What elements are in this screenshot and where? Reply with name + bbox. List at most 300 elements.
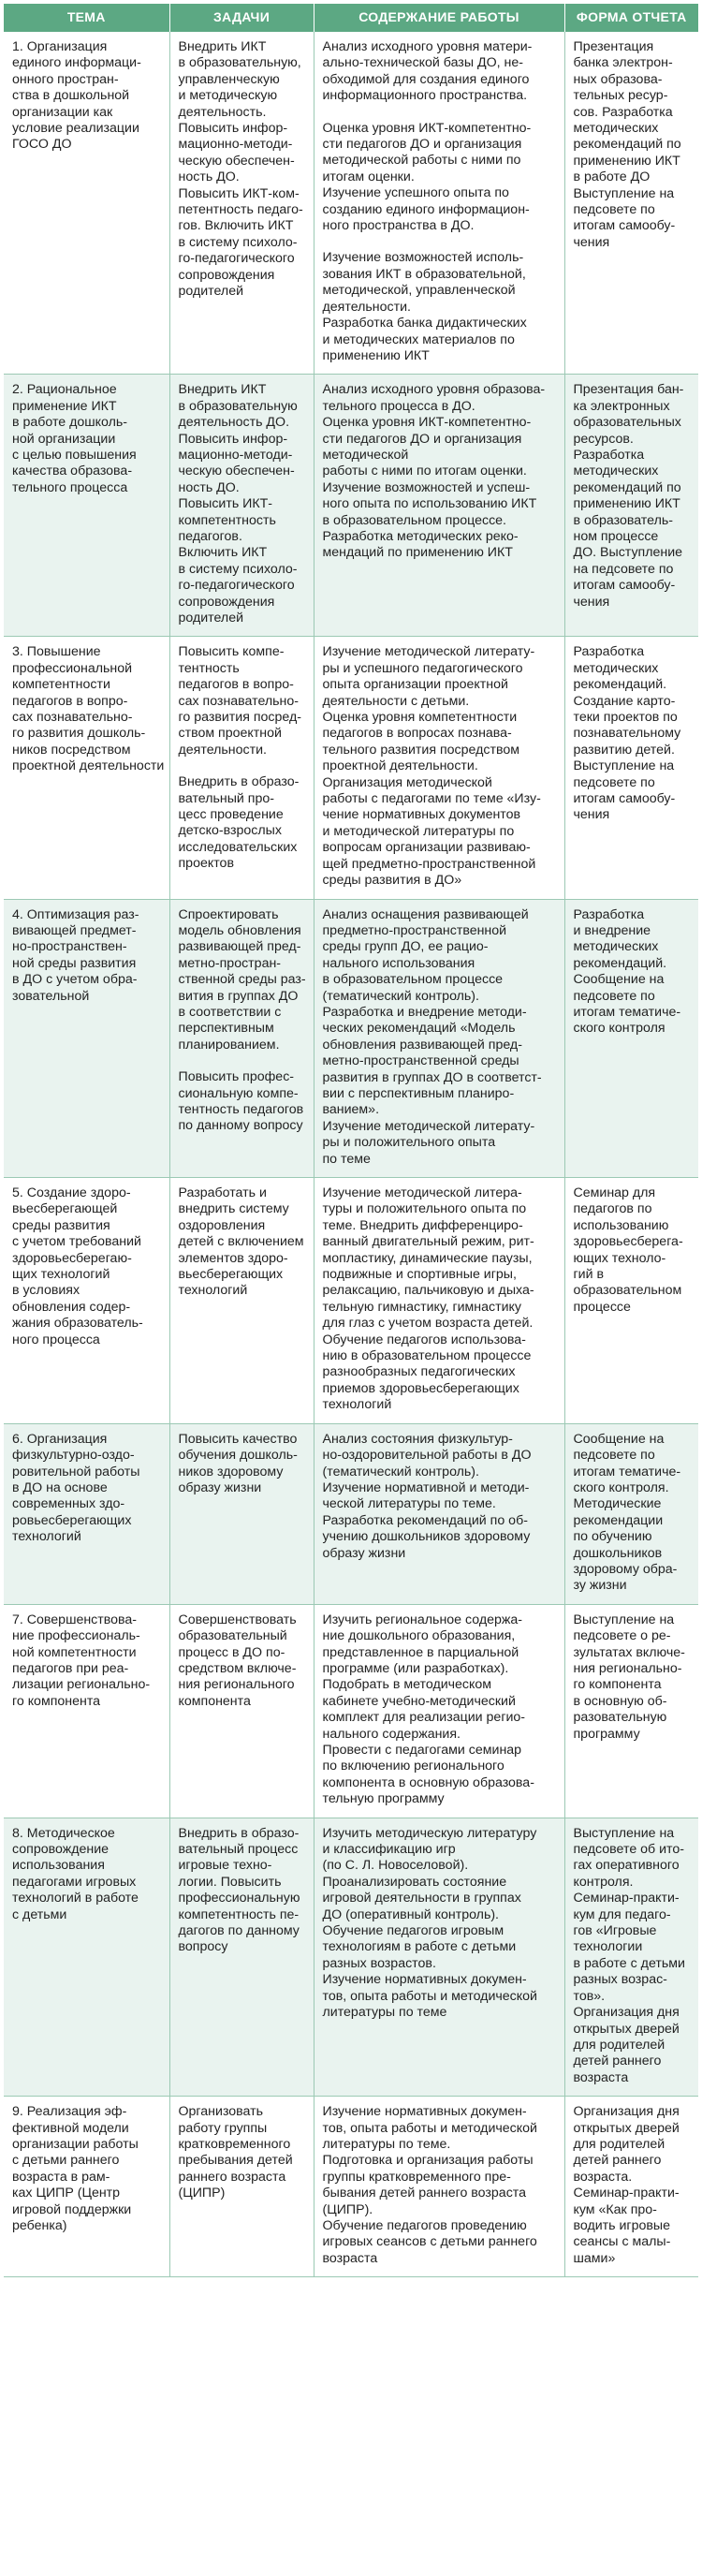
- cell-line: ние профессиональ-: [12, 1628, 140, 1644]
- cell-line: программу: [573, 1726, 640, 1742]
- cell-line: петентность педаго-: [178, 202, 303, 218]
- cell-line: возраста: [322, 2250, 378, 2266]
- cell-line: ников посредством: [12, 742, 131, 758]
- cell-line: работы с ними по итогам оценки.: [322, 464, 527, 479]
- cell-line: Разработка: [573, 644, 645, 660]
- cell-zadachi: [169, 2097, 314, 2277]
- cell-line: Изучение нормативных докумен-: [322, 1972, 527, 1988]
- cell-line: мационно-методи-: [178, 447, 293, 463]
- cell-line: детско-взрослых: [178, 823, 282, 839]
- cell-zadachi: [169, 1423, 314, 1604]
- cell-line: итогам самообу-: [573, 791, 676, 807]
- cell-line: ка электронных: [573, 398, 670, 414]
- cell-line: Изучение методической литерату-: [322, 1118, 535, 1134]
- cell-line: процесс в ДО по-: [178, 1644, 285, 1660]
- cell-line: кратковременного: [178, 2136, 291, 2152]
- cell-line: в образователь-: [573, 512, 673, 528]
- cell-line: образу жизни: [322, 1545, 406, 1561]
- cell-line: но-оздоровительной работы в ДО: [322, 1448, 532, 1464]
- cell-line: Совершенствовать: [178, 1612, 297, 1627]
- cell-line: в основную об-: [573, 1693, 667, 1709]
- cell-line: родителей: [178, 284, 244, 300]
- cell-line: модель обновления: [178, 922, 301, 938]
- cell-line: развитию детей.: [573, 742, 675, 758]
- cell-tema: [4, 1604, 169, 1818]
- cell-line: гах оперативного: [573, 1858, 680, 1874]
- cell-line: проектной деятельности: [12, 758, 165, 774]
- cell-line: Выступление на: [573, 1825, 675, 1841]
- cell-line: технологий: [322, 1397, 392, 1413]
- cell-line: Внедрить в образо-: [178, 774, 300, 790]
- cell-line: предметно-пространственной: [322, 922, 507, 938]
- cell-line: развития в группах ДО в соответст-: [322, 1069, 542, 1085]
- cell-line: ность ДО.: [178, 479, 240, 495]
- cell-line: ность ДО.: [178, 169, 240, 185]
- cell-line: ства в дошкольной: [12, 88, 130, 104]
- cell-line: применение ИКТ: [12, 398, 117, 414]
- cell-forma: [564, 1604, 698, 1818]
- cell-line: педсовете по: [573, 774, 655, 790]
- cell-line: открытых дверей: [573, 2021, 680, 2037]
- cell-line: образовательном: [573, 1283, 682, 1299]
- cell-line: в работе с детьми: [573, 1955, 685, 1971]
- cell-line: Изучение методической литерату-: [322, 644, 535, 660]
- cell-line: 1. Организация: [12, 39, 108, 54]
- cell-line: в систему психоло-: [178, 561, 298, 577]
- cell-line: Повысить профес-: [178, 1069, 295, 1085]
- cell-line: Внедрить в образо-: [178, 1825, 300, 1841]
- cell-line: но-пространствен-: [12, 939, 127, 955]
- cell-line: литературы по теме.: [322, 2136, 451, 2152]
- cell-line: го компонента: [12, 1693, 101, 1709]
- cell-line: Внедрить ИКТ: [178, 382, 267, 398]
- cell-line: в систему психоло-: [178, 234, 298, 250]
- cell-line: (тематический контроль).: [322, 1464, 479, 1479]
- cell-forma: [564, 899, 698, 1178]
- cell-line: 8. Методическое: [12, 1825, 115, 1841]
- cell-line: Сообщение на: [573, 1431, 665, 1447]
- cell-line: ГОСО ДО: [12, 137, 72, 153]
- cell-line: открытых дверей: [573, 2120, 680, 2136]
- cell-line: группы кратковременного пре-: [322, 2169, 511, 2185]
- cell-line: итогам самообу-: [573, 218, 676, 234]
- cell-line: бывания детей раннего возраста: [322, 2186, 527, 2201]
- cell-line: информационного пространства.: [322, 88, 528, 104]
- cell-line: 5. Создание здоро-: [12, 1185, 131, 1200]
- cell-zadachi: [169, 1818, 314, 2097]
- cell-line: чения: [573, 234, 610, 250]
- cell-line: с детьми раннего: [12, 2153, 120, 2169]
- cell-line: Выступление на: [573, 185, 675, 201]
- cell-line: образу жизни: [178, 1479, 262, 1495]
- cell-line: по теме: [322, 1151, 371, 1167]
- cell-line: нального использования: [322, 955, 475, 971]
- cell-line: исследовательских: [178, 839, 298, 855]
- cell-line: тельную гимнастику, гимнастику: [322, 1299, 522, 1315]
- cell-soderzhanie: [314, 637, 564, 899]
- cell-forma: [564, 1818, 698, 2097]
- cell-line: здоровьесберегаю-: [12, 1250, 132, 1266]
- cell-line: ного пространства в ДО.: [322, 218, 475, 234]
- header-zadachi: ЗАДАЧИ: [169, 4, 314, 32]
- cell-line: 6. Организация: [12, 1431, 108, 1447]
- cell-tema: [4, 375, 169, 637]
- cell-line: Выступление на: [573, 1612, 675, 1627]
- cell-line: познавательному: [573, 726, 681, 742]
- cell-line: контроля.: [573, 1874, 634, 1890]
- cell-line: созданию единого информацион-: [322, 201, 530, 217]
- table-header-row: [4, 4, 698, 32]
- cell-zadachi: [169, 32, 314, 375]
- cell-line: чение нормативных документов: [322, 807, 521, 823]
- cell-line: тельную программу: [322, 1791, 445, 1807]
- cell-line: Презентация бан-: [573, 382, 684, 398]
- cell-line: компетентности: [12, 677, 110, 693]
- cell-line: методической: [322, 447, 409, 463]
- cell-soderzhanie: [314, 2097, 564, 2277]
- cell-line: сов. Разработка: [573, 104, 673, 120]
- cell-line: Изучить методическую литературу: [322, 1825, 537, 1841]
- cell-line: в образовательном процессе.: [322, 512, 506, 528]
- cell-line: детей раннего: [573, 2053, 662, 2069]
- cell-line: игровой поддержки: [12, 2201, 132, 2217]
- cell-line: игровой деятельности в группах: [322, 1891, 521, 1906]
- cell-line: Повысить качество: [178, 1431, 298, 1447]
- cell-line: 7. Совершенствова-: [12, 1612, 138, 1627]
- cell-line: ресурсов.: [573, 431, 634, 447]
- cell-line: теки проектов по: [573, 710, 678, 726]
- cell-line: ством проектной: [178, 726, 282, 742]
- cell-forma: [564, 375, 698, 637]
- cell-line: и методическую: [178, 88, 278, 104]
- cell-line: Повысить ИКТ-ком-: [178, 185, 300, 201]
- cell-line: педсовете об ито-: [573, 1842, 684, 1858]
- cell-line: и методических материалов по: [322, 331, 515, 347]
- cell-line: Разработка: [573, 447, 645, 463]
- cell-line: использования: [12, 1858, 105, 1874]
- cell-line: Изучение возможностей исполь-: [322, 250, 524, 266]
- cell-line: в работе ДО: [573, 169, 651, 185]
- cell-line: ского контроля: [573, 1021, 665, 1037]
- cell-soderzhanie: [314, 899, 564, 1178]
- cell-line: Организация дня: [573, 2104, 680, 2120]
- cell-line: ДО (оперативный контроль).: [322, 1906, 499, 1922]
- cell-line: Обучение педагогов проведению: [322, 2217, 527, 2233]
- cell-line: в соответствии с: [178, 1004, 282, 1020]
- cell-line: технологий в работе: [12, 1891, 139, 1906]
- cell-line: фективной модели: [12, 2120, 129, 2136]
- cell-zadachi: [169, 637, 314, 899]
- cell-line: вития в группах ДО: [178, 988, 299, 1004]
- cell-line: методических: [573, 939, 659, 955]
- cell-line: банка электрон-: [573, 55, 673, 71]
- cell-line: цесс проведение: [178, 807, 284, 823]
- cell-line: ников здоровому: [178, 1464, 284, 1479]
- cell-line: использованию: [573, 1217, 669, 1233]
- cell-forma: [564, 637, 698, 899]
- cell-line: сах познавательно-: [178, 693, 299, 709]
- cell-line: технологий: [178, 1283, 248, 1299]
- cell-line: современных здо-: [12, 1496, 125, 1512]
- cell-line: Внедрить ИКТ: [178, 39, 267, 54]
- cell-line: технологий: [12, 1529, 81, 1545]
- cell-line: Сообщение на: [573, 972, 665, 988]
- cell-line: тов, опыта работы и методической: [322, 1988, 537, 2004]
- cell-line: сопровождения: [178, 594, 275, 610]
- cell-line: 2. Рациональное: [12, 382, 117, 398]
- cell-line: Изучение возможностей и успеш-: [322, 479, 531, 495]
- cell-line: по включению регионального: [322, 1759, 505, 1774]
- cell-line: Презентация: [573, 39, 654, 54]
- cell-line: профессиональной: [12, 660, 133, 676]
- cell-line: рекомендации: [573, 1512, 664, 1528]
- cell-line: рекомендаций.: [573, 677, 667, 693]
- cell-line: вопросу: [178, 1939, 228, 1955]
- cell-zadachi: [169, 1178, 314, 1424]
- cell-line: Создание карто-: [573, 693, 676, 709]
- cell-line: Семинар-практи-: [573, 1891, 680, 1906]
- cell-line: щих технологий: [12, 1267, 110, 1283]
- cell-line: педсовете о ре-: [573, 1628, 671, 1644]
- cell-line: обновления содер-: [12, 1299, 131, 1315]
- cell-line: возраста в рам-: [12, 2169, 110, 2185]
- cell-line: и внедрение: [573, 922, 651, 938]
- table-row: [4, 2097, 698, 2277]
- cell-tema: [4, 637, 169, 899]
- cell-line: Изучение успешного опыта по: [322, 185, 509, 201]
- cell-line: Анализ исходного уровня матери-: [322, 39, 533, 54]
- cell-line: Повысить ИКТ-: [178, 496, 273, 512]
- cell-line: качества образова-: [12, 464, 133, 479]
- cell-line: в условиях: [12, 1283, 80, 1299]
- cell-line: го-педагогического: [178, 251, 295, 267]
- cell-line: ры и положительного опыта: [322, 1135, 496, 1151]
- cell-line: Выступление на: [573, 758, 675, 774]
- cell-line: (тематический контроль).: [322, 988, 479, 1004]
- cell-line: для родителей: [573, 2136, 665, 2152]
- cell-line: деятельности с детьми.: [322, 693, 470, 709]
- cell-line: по данному вопросу: [178, 1118, 303, 1134]
- cell-line: Разработать и: [178, 1185, 267, 1200]
- cell-line: ственной среды раз-: [178, 972, 306, 988]
- header-forma: ФОРМА ОТЧЕТА: [564, 4, 698, 32]
- cell-line: Семинар для: [573, 1185, 656, 1200]
- table-row: [4, 899, 698, 1178]
- cell-line: педагогов в вопросах познава-: [322, 726, 512, 742]
- cell-line: вопросам организации развиваю-: [322, 840, 531, 856]
- cell-line: (ЦИПР).: [322, 2201, 373, 2217]
- cell-line: детей с включением: [178, 1234, 304, 1250]
- cell-line: Повысить инфор-: [178, 121, 288, 137]
- cell-line: в образовательном процессе: [322, 972, 504, 988]
- cell-line: туры и положительного опыта по: [322, 1201, 527, 1217]
- cell-line: Проанализировать состояние: [322, 1874, 507, 1890]
- cell-line: на педсовете по: [573, 561, 674, 577]
- cell-line: Оценка уровня компетентности: [322, 710, 518, 726]
- cell-line: Анализ состояния физкультур-: [322, 1431, 513, 1447]
- cell-line: литературы по теме: [322, 2005, 447, 2021]
- cell-line: ках ЦИПР (Центр: [12, 2186, 121, 2201]
- cell-line: для родителей: [573, 2037, 665, 2053]
- cell-zadachi: [169, 1604, 314, 1818]
- cell-line: сиональную компе-: [178, 1085, 299, 1101]
- cell-line: Разработка: [573, 906, 645, 922]
- cell-line: игровых сеансов с детьми раннего: [322, 2234, 537, 2250]
- cell-line: педагогов в вопро-: [178, 677, 294, 693]
- cell-line: методической работы с ними по: [322, 153, 521, 169]
- cell-line: вии с перспективным планиро-: [322, 1085, 515, 1101]
- cell-line: работы с педагогами по теме «Изу-: [322, 791, 541, 807]
- cell-line: управленческую: [178, 71, 280, 87]
- cell-line: Оценка уровня ИКТ-компетентно-: [322, 415, 532, 431]
- cell-line: планированием.: [178, 1037, 280, 1052]
- cell-line: Разработка рекомендаций по об-: [322, 1512, 528, 1528]
- cell-line: деятельности.: [322, 299, 411, 315]
- cell-line: в ДО на основе: [12, 1479, 108, 1495]
- cell-soderzhanie: [314, 375, 564, 637]
- cell-line: Обучение педагогов игровым: [322, 1923, 505, 1939]
- cell-line: организации как: [12, 104, 113, 120]
- cell-line: Изучение нормативной и методи-: [322, 1479, 530, 1495]
- cell-line: вивающей предмет-: [12, 922, 137, 938]
- cell-line: пребывания детей: [178, 2153, 293, 2169]
- cell-line: среды групп ДО, ее рацио-: [322, 939, 489, 955]
- cell-line: Повысить компе-: [178, 644, 285, 660]
- cell-line: го развития дошколь-: [12, 726, 146, 742]
- work-plan-table: [4, 4, 698, 2277]
- cell-line: ного опыта по использованию ИКТ: [322, 496, 537, 512]
- cell-line: Организовать: [178, 2104, 264, 2120]
- cell-line: Разработка и внедрение методи-: [322, 1004, 527, 1020]
- cell-line: сах познавательно-: [12, 710, 133, 726]
- cell-line: ровительной работы: [12, 1464, 140, 1479]
- cell-line: тельных ресур-: [573, 88, 668, 104]
- cell-line: щей предметно-пространственной: [322, 856, 536, 872]
- cell-line: разнообразных педагогических: [322, 1364, 516, 1380]
- cell-line: ванный двигательный режим, рит-: [322, 1234, 534, 1250]
- cell-line: опыта организации проектной: [322, 677, 508, 693]
- cell-line: технологии: [573, 1939, 643, 1955]
- cell-line: перспективным: [178, 1021, 274, 1037]
- cell-line: Повысить инфор-: [178, 431, 288, 447]
- cell-line: тентность: [178, 660, 240, 676]
- cell-line: зовательной: [12, 988, 90, 1004]
- cell-line: возраста.: [573, 2169, 633, 2185]
- cell-line: вьесберегающих: [178, 1267, 284, 1283]
- cell-line: итогам тематиче-: [573, 1464, 681, 1479]
- cell-line: ческих рекомендаций «Модель: [322, 1021, 516, 1037]
- cell-forma: [564, 32, 698, 375]
- cell-soderzhanie: [314, 32, 564, 375]
- cell-line: Разработка методических реко-: [322, 528, 519, 544]
- cell-line: здоровому обра-: [573, 1561, 678, 1577]
- cell-line: ческую обеспечен-: [178, 464, 295, 479]
- cell-line: ребенка): [12, 2217, 67, 2233]
- cell-line: профессиональную: [178, 1891, 300, 1906]
- cell-line: физкультурно-оздо-: [12, 1448, 135, 1464]
- cell-line: ДО. Выступление: [573, 545, 683, 561]
- cell-line: оздоровления: [178, 1217, 266, 1233]
- cell-line: гов. Включить ИКТ: [178, 218, 294, 234]
- cell-line: педагогов в вопро-: [12, 693, 128, 709]
- cell-line: в работе дошколь-: [12, 415, 128, 431]
- cell-tema: [4, 2097, 169, 2277]
- cell-line: сопровождения: [178, 267, 275, 283]
- cell-line: ально-технической базы ДО, не-: [322, 55, 523, 71]
- cell-line: дагогов по данному: [178, 1923, 300, 1939]
- cell-soderzhanie: [314, 1423, 564, 1604]
- cell-line: 4. Оптимизация раз-: [12, 906, 139, 922]
- cell-line: метно-простран-: [178, 955, 282, 971]
- table-row: [4, 1604, 698, 1818]
- cell-line: ческую обеспечен-: [178, 153, 295, 169]
- cell-tema: [4, 1423, 169, 1604]
- cell-line: родителей: [178, 611, 244, 626]
- cell-line: педсовете по: [573, 1448, 655, 1464]
- cell-line: и классификацию игр: [322, 1842, 456, 1858]
- cell-line: (ЦИПР): [178, 2186, 226, 2201]
- cell-line: Подобрать в методическом: [322, 1677, 492, 1693]
- table-row: [4, 32, 698, 375]
- cell-soderzhanie: [314, 1604, 564, 1818]
- cell-line: подвижные и спортивные игры,: [322, 1267, 517, 1283]
- cell-line: ческой литературы по теме.: [322, 1496, 496, 1512]
- cell-line: методических: [573, 464, 659, 479]
- table-row: [4, 637, 698, 899]
- cell-soderzhanie: [314, 1178, 564, 1424]
- cell-line: образовательный: [178, 1628, 287, 1644]
- cell-line: ванием».: [322, 1102, 380, 1118]
- cell-tema: [4, 899, 169, 1178]
- cell-line: образовательных: [573, 415, 681, 431]
- table-row: [4, 375, 698, 637]
- cell-line: тентность педагогов: [178, 1101, 304, 1117]
- cell-line: рекомендаций по: [573, 479, 681, 495]
- cell-line: программе (или разработках).: [322, 1660, 509, 1676]
- cell-line: единого информаци-: [12, 55, 141, 71]
- cell-line: среды развития: [12, 1217, 110, 1233]
- cell-line: рекомендаций по: [573, 137, 681, 153]
- cell-line: проектов: [178, 856, 234, 872]
- cell-line: нального содержания.: [322, 1726, 461, 1742]
- cell-line: тельного развития посредством: [322, 742, 520, 758]
- cell-line: с целью повышения: [12, 447, 137, 463]
- cell-line: дошкольников: [573, 1545, 663, 1561]
- cell-line: сеансы с малы-: [573, 2234, 671, 2250]
- cell-line: ния регионально-: [573, 1660, 682, 1676]
- cell-line: работу группы: [178, 2120, 268, 2136]
- cell-forma: [564, 1178, 698, 1424]
- cell-line: применению ИКТ: [573, 496, 680, 512]
- cell-line: чения: [573, 594, 610, 610]
- cell-line: сти педагогов ДО и организация: [322, 431, 522, 447]
- table-row: [4, 1178, 698, 1424]
- cell-line: учению дошкольников здоровому: [322, 1529, 531, 1545]
- cell-line: компонента: [178, 1693, 251, 1709]
- cell-forma: [564, 1423, 698, 1604]
- cell-line: 3. Повышение: [12, 644, 101, 660]
- cell-line: применению ИКТ: [573, 153, 680, 169]
- cell-line: методических: [573, 121, 659, 137]
- cell-line: средством включе-: [178, 1660, 297, 1676]
- cell-line: для глаз с учетом возраста детей.: [322, 1316, 534, 1332]
- cell-line: компонента в основную образова-: [322, 1774, 534, 1790]
- table-body: [4, 32, 698, 2277]
- cell-tema: [4, 1818, 169, 2097]
- cell-line: ющих техноло-: [573, 1250, 666, 1266]
- table-row: [4, 1423, 698, 1604]
- table-row: [4, 1818, 698, 2097]
